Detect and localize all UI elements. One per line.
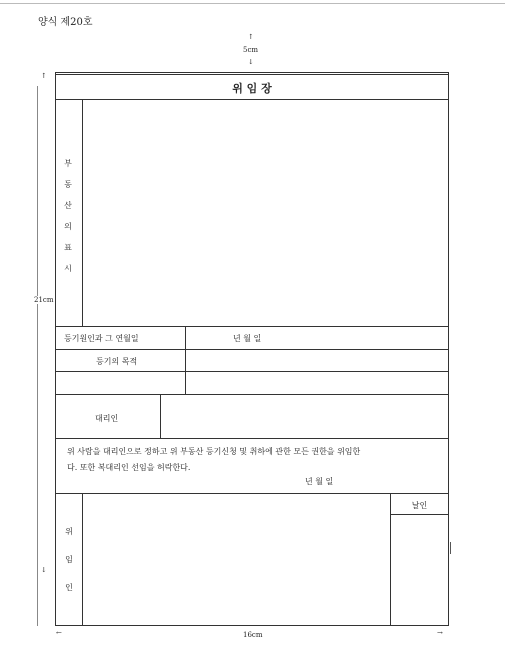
- property-label-char: 동: [64, 180, 72, 189]
- blank-row-field[interactable]: [186, 372, 448, 393]
- statement-line-2: 다. 또한 복대리인 선임을 허락한다.: [67, 463, 191, 472]
- form-number: 양식 제20호: [38, 17, 93, 28]
- edge-mark: [450, 542, 451, 554]
- statement-date[interactable]: 년 월 일: [305, 477, 334, 486]
- delegator-field[interactable]: [83, 494, 389, 625]
- seal-box[interactable]: [391, 515, 448, 625]
- delegator-label-char: 임: [65, 555, 73, 564]
- height-arrow-down: ↓: [41, 566, 47, 574]
- seal-label: 날인: [411, 501, 428, 510]
- width-label: 16cm: [243, 631, 263, 639]
- property-label-char: 시: [64, 264, 72, 273]
- form-title: 위 임 장: [232, 82, 272, 95]
- property-label-char: 표: [64, 243, 72, 252]
- cause-date[interactable]: 년 월 일: [233, 334, 262, 343]
- height-arrow-up: ↑: [41, 72, 47, 80]
- agent-row-divider: [55, 438, 449, 439]
- height-rule: [37, 86, 38, 626]
- top-margin-arrow-down: ↓: [248, 58, 254, 66]
- width-arrow-right: →: [437, 629, 443, 637]
- statement-line-1: 위 사람을 대리인으로 정하고 위 부동산 등기신청 및 취하에 관한 모든 권한을 위임한: [67, 447, 361, 456]
- property-label-char: 의: [64, 222, 72, 231]
- agent-label: 대리인: [95, 414, 119, 423]
- top-margin-label: 5cm: [243, 46, 259, 54]
- property-description-field[interactable]: [83, 100, 448, 325]
- top-margin-arrow-up: ↑: [248, 33, 254, 41]
- height-label: 21cm: [34, 296, 54, 304]
- purpose-label: 등기의 목적: [96, 357, 138, 366]
- purpose-field[interactable]: [186, 350, 448, 371]
- property-label-char: 부: [64, 159, 72, 168]
- width-arrow-left: ←: [56, 629, 62, 637]
- page-top-rule: [0, 3, 505, 4]
- property-bottom-divider: [55, 326, 449, 327]
- agent-field[interactable]: [161, 395, 448, 437]
- form-frame-double-top: [55, 74, 449, 75]
- delegator-label-char: 인: [65, 583, 73, 592]
- property-label-char: 산: [64, 201, 72, 210]
- delegator-label-char: 위: [65, 527, 73, 536]
- cause-label: 등기원인과 그 연월일: [64, 334, 139, 343]
